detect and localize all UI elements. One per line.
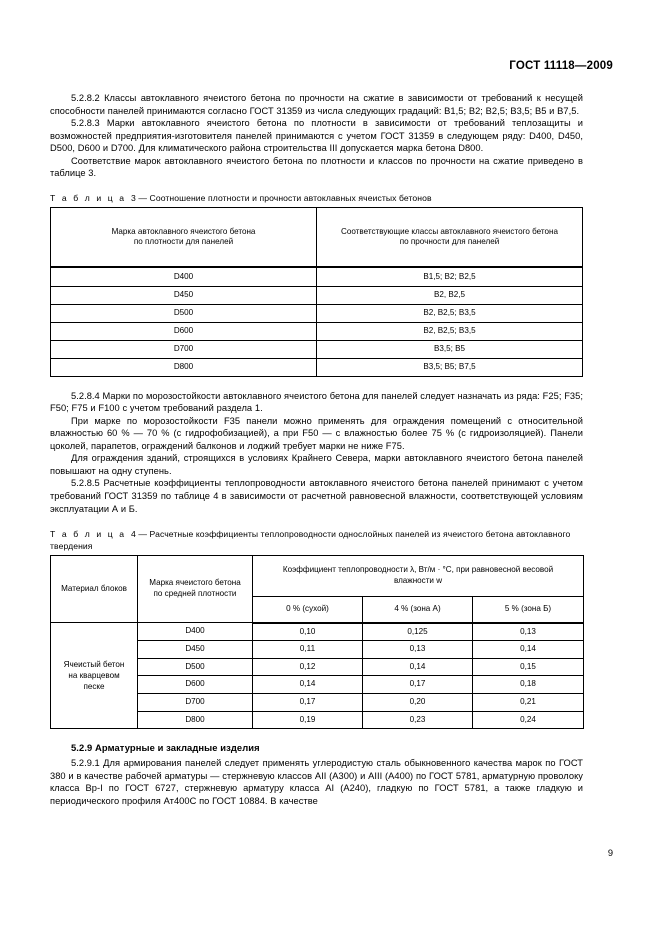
table3-cell-classes: В2, В2,5	[317, 286, 583, 304]
page-content	[50, 92, 583, 807]
table4-cell-zone-b: 0,24	[473, 711, 584, 729]
page-number: 9	[607, 848, 613, 858]
table4-subheader-dry: 0 % (сухой)	[253, 596, 363, 623]
table-row	[51, 322, 583, 340]
table4-material-line1: Ячеистый бетон	[63, 659, 125, 669]
table4-cell-grade: D450	[138, 641, 253, 659]
table3-header-col2	[317, 208, 583, 268]
table4-cell-grade: D400	[138, 623, 253, 641]
table4-cell-zone-b: 0,14	[473, 641, 584, 659]
table3-header-col2-line2: по прочности для панелей	[399, 237, 500, 247]
table-row	[51, 286, 583, 304]
table4-cell-zone-a: 0,125	[363, 623, 473, 641]
table3-caption-number: 3	[131, 193, 136, 204]
table4-material-line3: песке	[83, 682, 105, 692]
table3-caption	[50, 192, 583, 204]
table4-caption	[50, 528, 583, 552]
table4-header-row-top	[51, 555, 584, 596]
table-row	[51, 267, 583, 286]
spacer	[50, 180, 583, 193]
heading-5-2-9: 5.2.9 Арматурные и закладные изделия	[71, 741, 260, 753]
table4-caption-label: Т а б л и ц а	[50, 528, 127, 539]
table4-cell-dry: 0,14	[253, 676, 363, 694]
table4-subheader-zone-a: 4 % (зона А)	[363, 596, 473, 623]
table4-cell-zone-a: 0,14	[363, 658, 473, 676]
paragraph-5-2-8-5: 5.2.8.5 Расчетные коэффициенты теплопроводности автоклавного ячеистого бетона панелей принимают с учетом требований ГОСТ 31359 по таблице 4 в зависимости от расчетной равновесной влажности, соответствующей условиям эксплуатации А и Б.	[50, 478, 583, 514]
table4-cell-zone-a: 0,13	[363, 641, 473, 659]
paragraph-far-north: Для ограждения зданий, строящихся в условиях Крайнего Севера, марки автоклавного ячеистого бетона панелей повышают на одну ступень.	[50, 453, 583, 476]
table4-header-grade-line2: по средней плотности	[153, 588, 237, 598]
table3-cell-grade: D700	[51, 340, 317, 358]
table3-cell-classes: В3,5; В5; В7,5	[317, 358, 583, 376]
table4-cell-dry: 0,12	[253, 658, 363, 676]
table4-header-material: Материал блоков	[51, 555, 138, 623]
table4-cell-grade: D800	[138, 711, 253, 729]
table4-cell-zone-b: 0,15	[473, 658, 584, 676]
table3-caption-text: — Соотношение плотности и прочности автоклавных ячеистых бетонов	[138, 193, 432, 204]
table4-cell-grade: D600	[138, 676, 253, 694]
table4-cell-zone-a: 0,23	[363, 711, 473, 729]
table-row	[51, 358, 583, 376]
table4-cell-zone-a: 0,17	[363, 676, 473, 694]
table3-caption-label: Т а б л и ц а	[50, 193, 127, 204]
table-row	[51, 304, 583, 322]
paragraph-5-2-8-4: 5.2.8.4 Марки по морозостойкости автоклавного ячеистого бетона для панелей следует назначать из ряда: F25; F35; F50; F75 и F100 с учетом требований раздела 1.	[50, 390, 583, 414]
table4-cell-dry: 0,19	[253, 711, 363, 729]
table4-cell-dry: 0,11	[253, 641, 363, 659]
table3-header-row	[51, 208, 583, 268]
table4-header-grade	[138, 555, 253, 623]
table4-cell-zone-b: 0,18	[473, 676, 584, 694]
table4-header-lambda-line1: Коэффициент теплопроводности λ, Вт/м · °С, при равновесной весовой	[282, 565, 554, 575]
spacer	[50, 515, 583, 528]
table3-header-col1-line1: Марка автоклавного ячеистого бетона	[111, 226, 256, 236]
table3-header-col2-line1: Соответствующие классы автоклавного ячеистого бетона	[341, 226, 558, 236]
table4-header-lambda-line2: влажности w	[393, 575, 443, 585]
spacer	[50, 377, 583, 390]
table3-cell-classes: В2, В2,5; В3,5	[317, 322, 583, 340]
paragraph-frost-grade-usage: При марке по морозостойкости F35 панели можно применять для ограждения помещений с относительной влажностью 60 % — 70 % (с гидрофобизацией), а при F50 — с влажностью более 75 % (с гидроизоляцией). Панели цоколей, парапетов, ограждений балконов и лоджий требует марки не ниже F75.	[50, 415, 583, 451]
table4-cell-zone-a: 0,20	[363, 694, 473, 712]
table4-cell-dry: 0,10	[253, 623, 363, 641]
paragraph-5-2-9-1: 5.2.9.1 Для армирования панелей следует применять углеродистую сталь обыкновенного качества марок по ГОСТ 380 и в качестве рабочей арматуры — стержневую классов АII (А300) и АIII (А400) по ГОСТ 5781, арматурную проволоку класса Вр-I по ГОСТ 6727, стержневую арматуру класса АI (А240), гладкую по ГОСТ 5781, а также гладкую и периодического профиля Ат400С по ГОСТ 10884. В качестве	[50, 758, 583, 806]
table-3-density-strength	[50, 207, 583, 377]
table-4-thermal-conductivity	[50, 555, 584, 730]
table-row	[51, 340, 583, 358]
spacer	[50, 729, 583, 742]
table4-cell-material	[51, 623, 138, 729]
table3-cell-classes: В3,5; В5	[317, 340, 583, 358]
standard-number-header: ГОСТ 11118—2009	[509, 60, 613, 72]
table4-cell-zone-b: 0,13	[473, 623, 584, 641]
table3-cell-classes: В1,5; В2; В2,5	[317, 267, 583, 286]
table3-cell-classes: В2, В2,5; В3,5	[317, 304, 583, 322]
table3-cell-grade: D500	[51, 304, 317, 322]
paragraph-correspondence-intro: Соответствие марок автоклавного ячеистого бетона по плотности и классов по прочности на сжатие приведено в таблице 3.	[50, 155, 583, 179]
table4-cell-grade: D700	[138, 694, 253, 712]
table3-cell-grade: D800	[51, 358, 317, 376]
table4-subheader-zone-b: 5 % (зона Б)	[473, 596, 584, 623]
table4-cell-dry: 0,17	[253, 694, 363, 712]
table3-header-col1-line2: по плотности для панелей	[133, 237, 234, 247]
table4-cell-zone-b: 0,21	[473, 694, 584, 712]
table3-cell-grade: D600	[51, 322, 317, 340]
table4-caption-number: 4	[131, 528, 136, 539]
table4-header-grade-line1: Марка ячеистого бетона	[149, 578, 241, 588]
table3-cell-grade: D400	[51, 267, 317, 286]
paragraph-5-2-8-2: 5.2.8.2 Классы автоклавного ячеистого бетона по прочности на сжатие в зависимости от требований к несущей способности панелей принимаются согласно ГОСТ 31359 из числа следующих градаций: В1,5; В2; В2,5; В3,5; В5 и В7,5.	[50, 93, 583, 116]
paragraph-5-2-8-3: 5.2.8.3 Марки автоклавного ячеистого бетона по плотности в зависимости от требований теплозащиты и возможностей предприятия-изготовителя панелей принимаются с учетом ГОСТ 31359 в следующем ряду: D400, D450, D500, D600 и D700. Для климатического района строительства III допускается марка бетона D800.	[50, 118, 583, 154]
table4-cell-grade: D500	[138, 658, 253, 676]
table3-cell-grade: D450	[51, 286, 317, 304]
table3-header-col1	[51, 208, 317, 268]
table4-header-lambda-group	[253, 555, 584, 596]
table4-material-line2: на кварцевом	[68, 670, 120, 680]
table-row	[51, 623, 584, 641]
table4-caption-text: — Расчетные коэффициенты теплопроводности однослойных панелей из ячеистого бетона автоклавного твердения	[50, 528, 571, 551]
